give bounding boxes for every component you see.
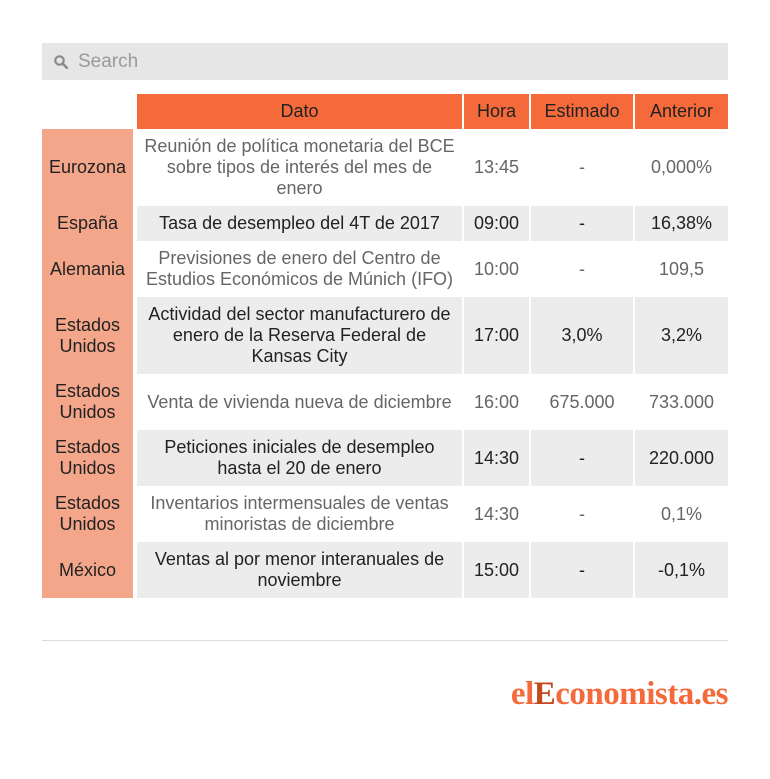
country-cell: España [42, 206, 137, 241]
hora-cell: 15:00 [464, 542, 531, 598]
table-row [42, 206, 728, 241]
hora-cell: 10:00 [464, 241, 531, 297]
country-cell: México [42, 542, 137, 598]
country-cell: Estados Unidos [42, 430, 137, 486]
header-corner [42, 94, 137, 129]
dato-cell: Reunión de política monetaria del BCE sobre tipos de interés del mes de enero [137, 129, 464, 206]
estimado-cell: - [531, 430, 635, 486]
logo-part-el: el [510, 676, 534, 712]
header-row [42, 94, 728, 129]
anterior-cell: -0,1% [635, 542, 728, 598]
hora-cell: 14:30 [464, 430, 531, 486]
divider [42, 640, 728, 641]
header-estimado: Estimado [531, 94, 635, 129]
anterior-cell: 16,38% [635, 206, 728, 241]
logo-part-e: E [533, 676, 556, 712]
header-anterior: Anterior [635, 94, 728, 129]
anterior-cell: 0,000% [635, 129, 728, 206]
country-cell: Eurozona [42, 129, 137, 206]
hora-cell: 13:45 [464, 129, 531, 206]
estimado-cell: - [531, 542, 635, 598]
table-row [42, 241, 728, 297]
estimado-cell: - [531, 241, 635, 297]
table-row [42, 542, 728, 598]
search-icon [54, 55, 68, 69]
table-row [42, 129, 728, 206]
anterior-cell: 3,2% [635, 297, 728, 374]
dato-cell: Inventarios intermensuales de ventas minoristas de diciembre [137, 486, 464, 542]
dato-cell: Ventas al por menor interanuales de noviembre [137, 542, 464, 598]
header-dato: Dato [137, 94, 464, 129]
estimado-cell: - [531, 206, 635, 241]
dato-cell: Actividad del sector manufacturero de enero de la Reserva Federal de Kansas City [137, 297, 464, 374]
country-cell: Estados Unidos [42, 486, 137, 542]
country-cell: Estados Unidos [42, 374, 137, 430]
country-cell: Alemania [42, 241, 137, 297]
anterior-cell: 733.000 [635, 374, 728, 430]
search-bar[interactable] [42, 43, 728, 80]
hora-cell: 17:00 [464, 297, 531, 374]
dato-cell: Venta de vivienda nueva de diciembre [137, 374, 464, 430]
country-cell: Estados Unidos [42, 297, 137, 374]
dato-cell: Previsiones de enero del Centro de Estudios Económicos de Múnich (IFO) [137, 241, 464, 297]
table-row [42, 374, 728, 430]
estimado-cell: 675.000 [531, 374, 635, 430]
estimado-cell: 3,0% [531, 297, 635, 374]
table-row [42, 297, 728, 374]
table-row [42, 430, 728, 486]
economic-calendar-table [42, 94, 728, 598]
eleconomista-logo[interactable] [511, 676, 728, 713]
hora-cell: 16:00 [464, 374, 531, 430]
estimado-cell: - [531, 486, 635, 542]
logo-part-rest: conomista.es [555, 676, 728, 712]
dato-cell: Peticiones iniciales de desempleo hasta el 20 de enero [137, 430, 464, 486]
header-hora: Hora [464, 94, 531, 129]
table-row [42, 486, 728, 542]
dato-cell: Tasa de desempleo del 4T de 2017 [137, 206, 464, 241]
hora-cell: 09:00 [464, 206, 531, 241]
anterior-cell: 220.000 [635, 430, 728, 486]
anterior-cell: 109,5 [635, 241, 728, 297]
anterior-cell: 0,1% [635, 486, 728, 542]
estimado-cell: - [531, 129, 635, 206]
hora-cell: 14:30 [464, 486, 531, 542]
search-input[interactable] [78, 51, 678, 73]
